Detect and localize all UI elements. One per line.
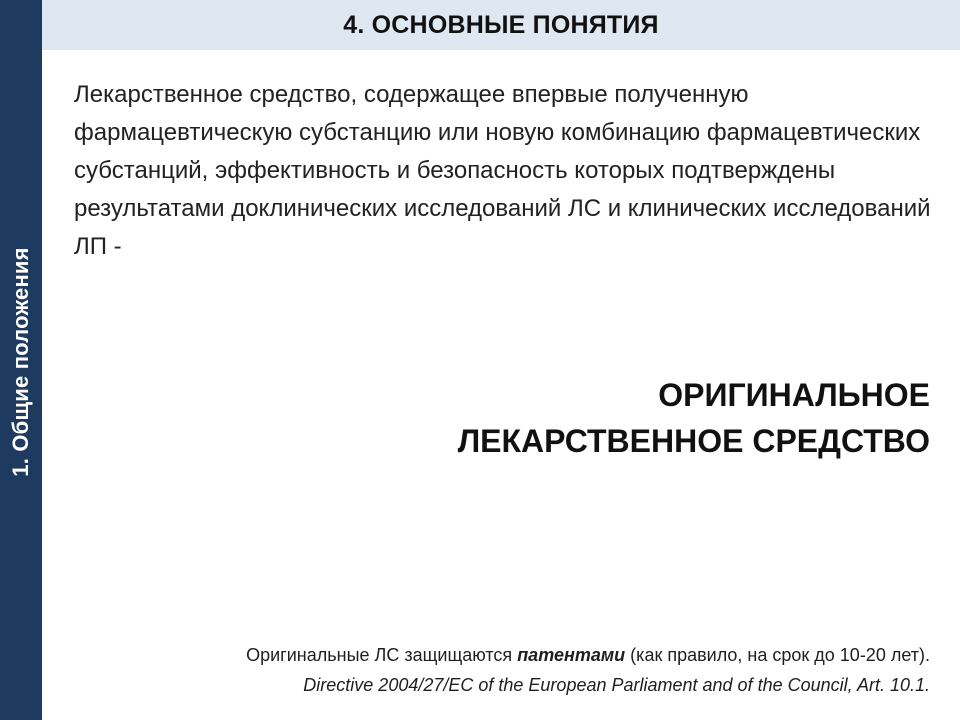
footnote-text-before: Оригинальные ЛС защищаются: [246, 645, 518, 665]
page-title: 4. ОСНОВНЫЕ ПОНЯТИЯ: [343, 10, 659, 39]
footnote-patent-line: [246, 640, 930, 670]
section-sidebar: [0, 0, 42, 720]
footnote-text-after: (как правило, на срок до 10-20 лет).: [625, 645, 930, 665]
header-bar: [42, 0, 960, 50]
footnote-reference: Directive 2004/27/EC of the European Parliament and of the Council, Art. 10.1.: [303, 675, 930, 695]
defined-term-line-2: ЛЕКАРСТВЕННОЕ СРЕДСТВО: [457, 423, 930, 459]
section-label: 1. Общие положения: [8, 247, 33, 477]
footnote-emphasis: патентами: [517, 645, 626, 665]
definition-text: Лекарственное средство, содержащее впервые полученную фармацевтическую субстанцию или новую комбинацию фармацевтических субстанций, эффективность и безопасность которых подтверждены результатами доклинических исследований ЛС и клинических исследований ЛП -: [74, 81, 931, 260]
defined-term: [458, 372, 930, 464]
defined-term-line-1: ОРИГИНАЛЬНОЕ: [658, 377, 930, 413]
footnote: [246, 640, 930, 700]
